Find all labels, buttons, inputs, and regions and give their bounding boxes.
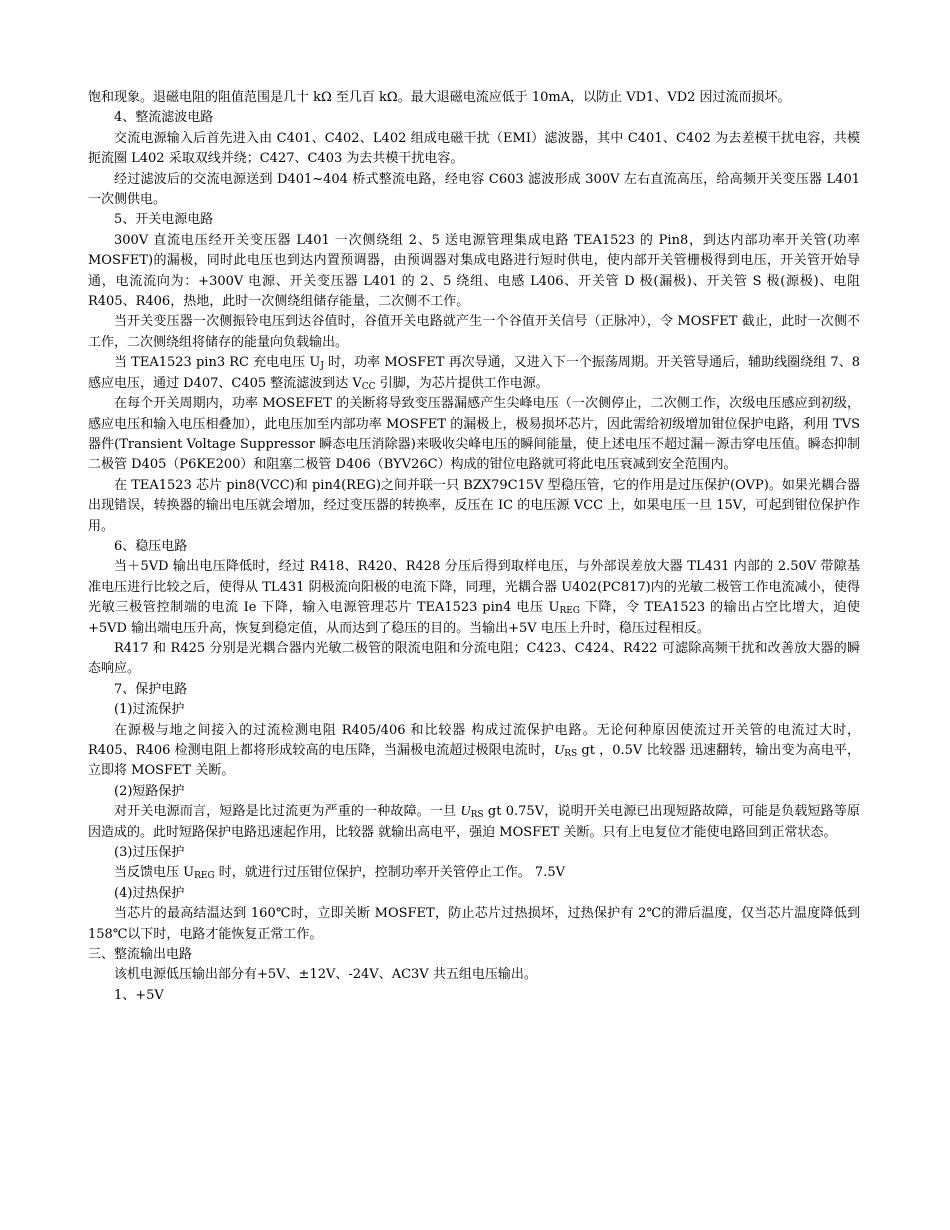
subsection-heading: (2)短路保护 xyxy=(114,783,185,799)
section-heading: 6、稳压电路 xyxy=(114,538,188,554)
subscript: REG xyxy=(194,871,215,882)
chapter-heading: 三、整流输出电路 xyxy=(88,947,193,963)
text-run: 当反馈电压 U xyxy=(114,865,195,881)
paragraph xyxy=(88,721,860,782)
paragraph: 在 TEA1523 芯片 pin8(VCC)和 pin4(REG)之间并联一只 BZX79C15V 型稳压管，它的作用是过压保护(OVP)。如果光耦合器出现错误，转换器的输出电压就会增加，经过变压器的转换率，反压在 IC 的电压源 VCC 上，如果电压一旦 15V，可起到钳位保护作用。 xyxy=(88,477,860,534)
paragraph xyxy=(88,863,860,883)
section-heading: 4、整流滤波电路 xyxy=(114,110,214,126)
variable: U xyxy=(460,804,471,820)
text-run: 7.5V xyxy=(534,865,565,881)
document-page xyxy=(88,88,860,1006)
text-run: 下降，令 TEA1523 的输出占空比增大，迫使+5VD 输出端电压升高，恢复到稳定值，从而达到了稳压的目的。当输出+5V 电压上升时，稳压过程相反。 xyxy=(88,600,860,636)
paragraph xyxy=(88,557,860,639)
text-run: 时，功率 MOSFET 再次导通，又进入下一个振荡周期。开关管导通后，辅助线圈绕组 7、8 感应电压，通过 D407、C405 整流滤波到达 V xyxy=(88,355,860,391)
paragraph: 在每个开关周期内，功率 MOSEFET 的关断将导致变压器漏感产生尖峰电压（一次侧停止，二次侧工作，次级电压感应到初级，感应电压和输入电压相叠加），此电压加至内部功率 MOSFET 的漏极上，极易损坏芯片，因此需给初级增加钳位保护电路，利用 TVS 器件(Transient Voltage Suppressor 瞬态电压消除器)来吸收尖峰电压的瞬间能量，使上述电压不超过漏－源击穿电压值。瞬态抑制二极管 D405（P6KE200）和阻塞二极管 D406（BYV26C）构成的钳位电路就可将此电压衰减到安全范围内。 xyxy=(88,396,860,473)
text-run: 在源极与地之间接入的过流检测电阻 R405/406 和比较器 构成过流保护电路。无论何种原因使流过开关管的电流过大时，R405、R406 检测电阻上都将形成较高的电压降，当漏极电流超过极限电流时， xyxy=(88,722,860,758)
text-run: gt ，0.5V 比较器 迅速翻转，输出变为高电平，立即将 MOSFET 关断。 xyxy=(88,743,861,779)
paragraph: 300V 直流电压经开关变压器 L401 一次侧绕组 2、5 送电源管理集成电路 TEA1523 的 Pin8，到达内部功率开关管(功率 MOSFET)的漏极，同时此电压也到达内置预调器，由预调器对集成电路进行短时供电，使内部开关管栅极得到电压，开关管开始导通，电流流向为：+300V 电源、开关变压器 L401 的 2、5 绕组、电感 L406、开关管 D 极(漏极)、开关管 S 极(源极)、电阻 R405、R406，热地，此时一次侧绕组储存能量，二次侧不工作。 xyxy=(88,232,860,310)
paragraph xyxy=(88,353,860,394)
subscript: RS xyxy=(470,810,484,821)
paragraph xyxy=(88,802,860,843)
paragraph: 当芯片的最高结温达到 160℃时，立即关断 MOSFET，防止芯片过热损坏，过热保护有 2℃的滞后温度，仅当芯片温度降低到 158℃以下时，电路才能恢复正常工作。 xyxy=(88,906,860,942)
paragraph: 该机电源低压输出部分有+5V、±12V、-24V、AC3V 共五组电压输出。 xyxy=(114,967,537,983)
paragraph: 交流电源输入后首先进入由 C401、C402、L402 组成电磁干扰（EMI）滤波器，其中 C401、C402 为去差模干扰电容，共模扼流圈 L402 采取双线并绕；C427、C403 为去共模干扰电容。 xyxy=(88,130,860,167)
text-run: 当＋5VD 输出电压降低时，经过 R418、R420、R428 分压后得到取样电压，与外部误差放大器 TL431 内部的 2.50V 带隙基准电压进行比较之后，使得从 TL431 阴极流向阳极的电流下降，同理，光耦合器 U402(PC817)内的光敏二极管工作电流减小，使得光敏三极管控制端的电流 Ie 下降，输入电源管理芯片 TEA1523 pin4 电压 U xyxy=(88,559,860,616)
text-run: 对开关电源而言，短路是比过流更为严重的一种故障。一旦 xyxy=(114,804,461,820)
subscript: CC xyxy=(361,381,376,392)
subsection-heading: (3)过压保护 xyxy=(114,845,185,861)
text-run: gt 0.75V，说明开关电源已出现短路故障，可能是负载短路等原因造成的。此时短路保护电路迅速起作用，比较器 就输出高电平，强迫 MOSFET 关断。只有上电复位才能使电路回到正常状态。 xyxy=(88,804,860,840)
variable: U xyxy=(554,743,565,758)
text-run: 当 TEA1523 pin3 RC 充电电压 U xyxy=(114,355,321,371)
paragraph: 饱和现象。退磁电阻的阻值范围是几十 kΩ 至几百 kΩ。最大退磁电流应低于 10mA，以防止 VD1、VD2 因过流而损坏。 xyxy=(88,90,791,105)
section-heading: 1、+5V xyxy=(114,987,164,1003)
text-run: 引脚，为芯片提供工作电源。 xyxy=(375,375,549,391)
paragraph: 当开关变压器一次侧振铃电压到达谷值时，谷值开关电路就产生一个谷值开关信号（正脉冲），令 MOSFET 截止，此时一次侧不工作，二次侧绕组将储存的能量向负载输出。 xyxy=(88,314,860,350)
section-heading: 5、开关电源电路 xyxy=(114,212,214,228)
subscript: J xyxy=(320,361,324,372)
subsection-heading: (1)过流保护 xyxy=(114,702,185,718)
paragraph: R417 和 R425 分别是光耦合器内光敏二极管的限流电阻和分流电阻；C423、C424、R422 可滤除高频干扰和改善放大器的瞬态响应。 xyxy=(88,640,860,677)
subsection-heading: (4)过热保护 xyxy=(114,885,185,901)
paragraph: 经过滤波后的交流电源送到 D401~404 桥式整流电路，经电容 C603 滤波形成 300V 左右直流高压，给高频开关变压器 L401 一次侧供电。 xyxy=(88,171,860,208)
section-heading: 7、保护电路 xyxy=(114,681,188,697)
subscript: RS xyxy=(564,749,578,759)
subscript: REG xyxy=(559,606,580,617)
text-run: 时，就进行过压钳位保护，控制功率开关管停止工作。 xyxy=(214,865,531,881)
